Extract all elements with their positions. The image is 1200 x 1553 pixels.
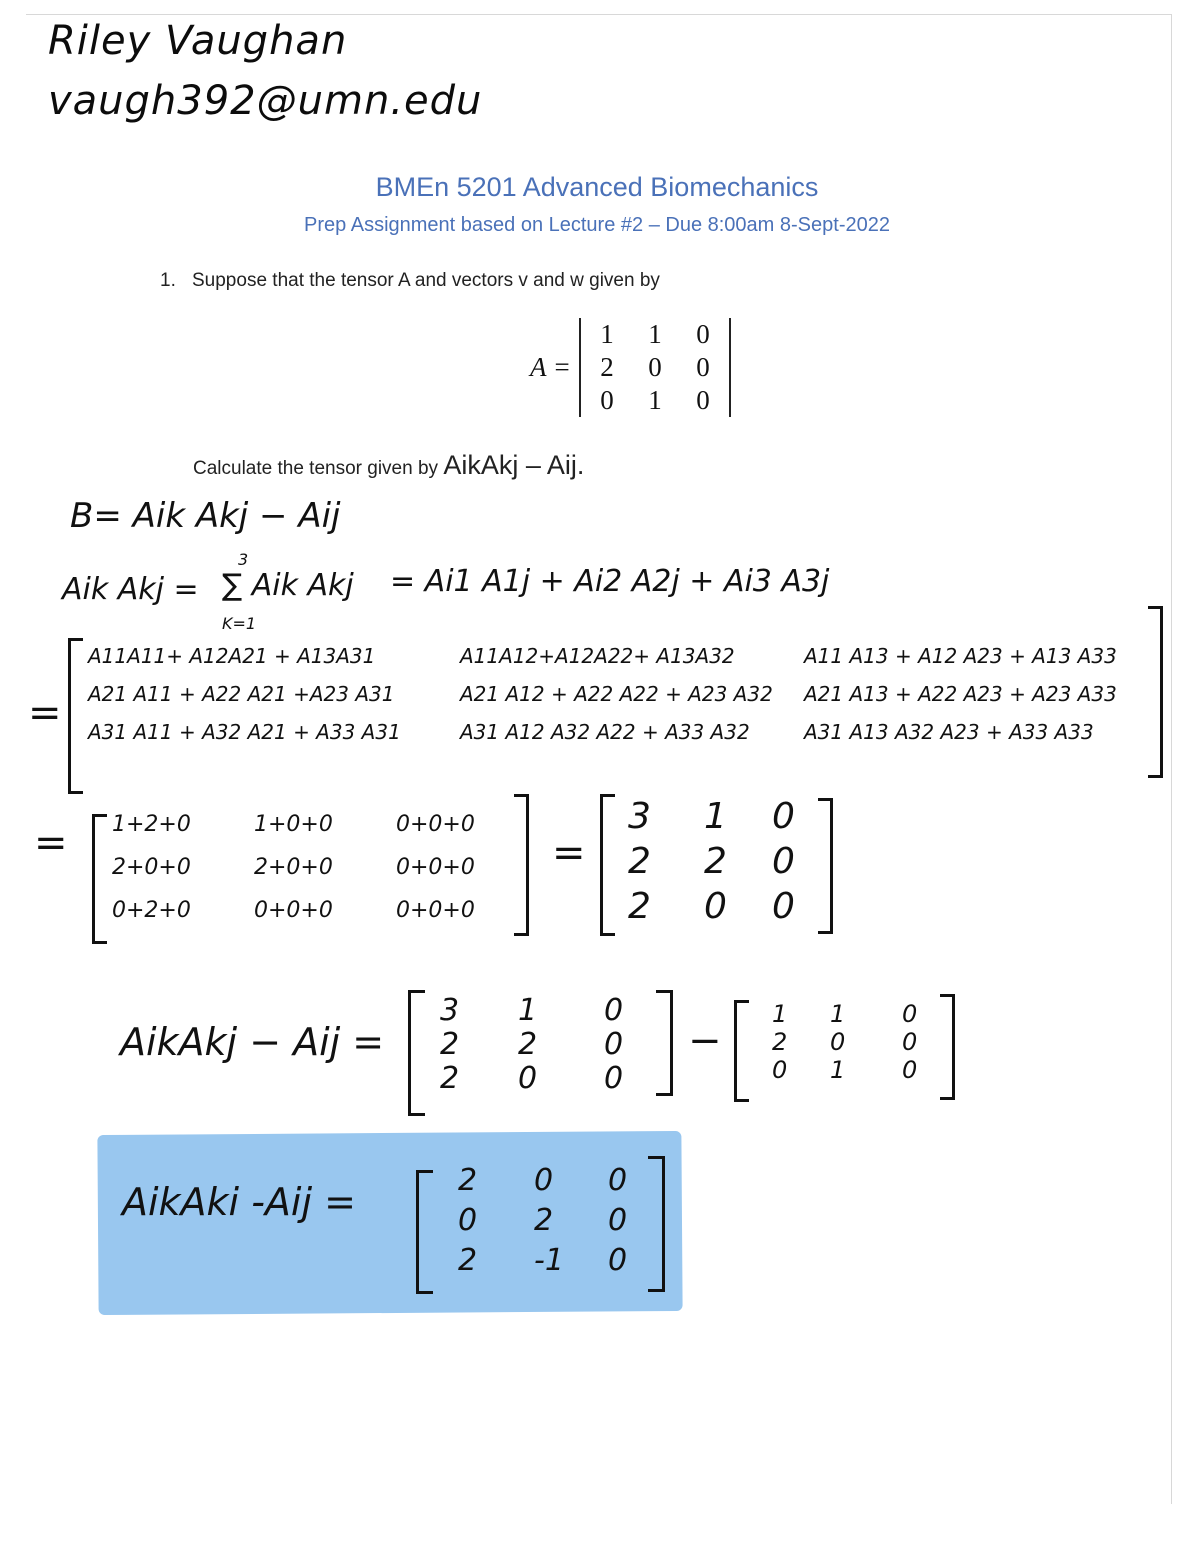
final-cell: 2 bbox=[458, 1163, 478, 1198]
expanded-cell: A11A12+A12A22+ A13A32 bbox=[460, 644, 735, 668]
equals-sign: = bbox=[552, 830, 586, 876]
expanded-cell: A31 A11 + A32 A21 + A33 A31 bbox=[88, 720, 401, 744]
sum-upper-limit: 3 bbox=[238, 550, 249, 569]
sub-left-cell: 2 bbox=[440, 1027, 460, 1062]
question-number: 1. bbox=[160, 270, 176, 291]
expanded-cell: A11 A13 + A12 A23 + A13 A33 bbox=[804, 644, 1117, 668]
expanded-cell: A11A11+ A12A21 + A13A31 bbox=[88, 644, 376, 668]
final-cell: 0 bbox=[608, 1243, 628, 1278]
calc-expression: AikAkj – Aij. bbox=[443, 450, 585, 480]
matrix-a-cell: 0 bbox=[696, 352, 710, 382]
product-cell: 3 bbox=[628, 796, 651, 837]
final-cell: 0 bbox=[608, 1203, 628, 1238]
sub-left-cell: 1 bbox=[518, 993, 538, 1028]
sum-cell: 2+0+0 bbox=[254, 855, 333, 880]
matrix-a-cell: 2 bbox=[600, 352, 614, 382]
final-matrix bbox=[458, 1162, 668, 1280]
sum-cell: 1+2+0 bbox=[112, 812, 191, 837]
matrix-a-cell: 1 bbox=[648, 385, 662, 415]
sum-cell: 1+0+0 bbox=[254, 812, 333, 837]
sub-left-cell: 0 bbox=[604, 993, 624, 1028]
student-name: Riley Vaughan bbox=[48, 18, 348, 64]
student-email: vaugh392@umn.edu bbox=[48, 78, 483, 124]
sum-lower-limit: K=1 bbox=[222, 614, 257, 633]
subtraction-right-matrix bbox=[772, 1000, 962, 1084]
final-cell: 2 bbox=[534, 1203, 554, 1238]
sub-left-cell: 0 bbox=[604, 1027, 624, 1062]
sub-left-cell: 2 bbox=[440, 1061, 460, 1096]
question-text: Suppose that the tensor A and vectors v and w given by bbox=[192, 270, 660, 291]
sub-right-cell: 2 bbox=[772, 1028, 788, 1056]
work-line-sum-lhs: Aik Akj = bbox=[62, 572, 199, 607]
product-matrix bbox=[628, 796, 832, 927]
matrix-a-cell: 0 bbox=[648, 352, 662, 382]
matrix-a-cell: 0 bbox=[696, 385, 710, 415]
matrix-a bbox=[579, 318, 731, 417]
expanded-cell: A21 A13 + A22 A23 + A23 A33 bbox=[804, 682, 1117, 706]
final-cell: 2 bbox=[458, 1243, 478, 1278]
product-cell: 2 bbox=[628, 886, 651, 927]
bracket-left bbox=[408, 990, 425, 1116]
sub-left-cell: 0 bbox=[518, 1061, 538, 1096]
sum-cell: 2+0+0 bbox=[112, 855, 191, 880]
equals-sign: = bbox=[34, 820, 68, 866]
final-cell: 0 bbox=[534, 1163, 554, 1198]
assignment-subtitle: Prep Assignment based on Lecture #2 – Due 8:00am 8-Sept-2022 bbox=[304, 214, 890, 236]
matrix-a-label: A = bbox=[530, 352, 571, 382]
bracket-left bbox=[416, 1170, 433, 1294]
matrix-a-cell: 1 bbox=[648, 319, 662, 349]
sum-cell: 0+0+0 bbox=[396, 855, 475, 880]
expanded-cell: A21 A12 + A22 A22 + A23 A32 bbox=[460, 682, 773, 706]
sub-right-cell: 0 bbox=[772, 1056, 788, 1084]
product-cell: 0 bbox=[772, 796, 795, 837]
work-line-sum-rhs: = Ai1 A1j + Ai2 A2j + Ai3 A3j bbox=[390, 564, 830, 599]
bracket-right bbox=[1148, 606, 1163, 778]
product-cell: 1 bbox=[704, 796, 727, 837]
sum-cell: 0+0+0 bbox=[396, 898, 475, 923]
sub-right-cell: 0 bbox=[902, 1056, 918, 1084]
final-cell: -1 bbox=[534, 1243, 564, 1278]
sub-right-cell: 1 bbox=[830, 1000, 846, 1028]
matrix-a-cell: 0 bbox=[696, 319, 710, 349]
course-title: BMEn 5201 Advanced Biomechanics bbox=[375, 172, 819, 202]
minus-sign: − bbox=[688, 1018, 722, 1064]
expanded-cell: A31 A12 A32 A22 + A33 A32 bbox=[460, 720, 750, 744]
final-cell: 0 bbox=[608, 1163, 628, 1198]
sum-cell: 0+0+0 bbox=[396, 812, 475, 837]
bracket-left bbox=[68, 638, 83, 794]
bracket-left bbox=[92, 814, 107, 944]
work-line-b-definition: B= Aik Akj − Aij bbox=[70, 496, 341, 536]
question-1 bbox=[160, 270, 660, 292]
product-cell: 0 bbox=[772, 886, 795, 927]
matrix-a-cell: 1 bbox=[600, 319, 614, 349]
matrix-a-cell: 0 bbox=[600, 385, 614, 415]
sum-cell: 0+0+0 bbox=[254, 898, 333, 923]
sub-right-cell: 0 bbox=[902, 1028, 918, 1056]
sub-left-cell: 0 bbox=[604, 1061, 624, 1096]
sub-right-cell: 1 bbox=[772, 1000, 788, 1028]
sub-right-cell: 0 bbox=[830, 1028, 846, 1056]
sub-right-cell: 0 bbox=[902, 1000, 918, 1028]
calc-prefix: Calculate the tensor given by bbox=[193, 458, 439, 479]
matrix-a-equation bbox=[530, 318, 731, 417]
subtraction-left-matrix bbox=[440, 994, 664, 1096]
sub-left-cell: 2 bbox=[518, 1027, 538, 1062]
expanded-matrix bbox=[88, 644, 1134, 744]
product-cell: 2 bbox=[704, 841, 727, 882]
product-cell: 0 bbox=[704, 886, 727, 927]
subtraction-lhs: AikAkj − Aij = bbox=[120, 1020, 385, 1064]
sum-cell: 0+2+0 bbox=[112, 898, 191, 923]
final-cell: 0 bbox=[458, 1203, 478, 1238]
equals-sign: = bbox=[28, 690, 62, 736]
numeric-sum-matrix bbox=[112, 812, 526, 923]
sub-right-cell: 1 bbox=[830, 1056, 846, 1084]
final-lhs: AikAki -Aij = bbox=[122, 1180, 356, 1224]
calculate-instruction bbox=[193, 450, 584, 481]
work-line-sum: ∑ Aik Akj bbox=[222, 568, 354, 603]
product-cell: 2 bbox=[628, 841, 651, 882]
sub-left-cell: 3 bbox=[440, 993, 460, 1028]
expanded-cell: A21 A11 + A22 A21 +A23 A31 bbox=[88, 682, 395, 706]
expanded-cell: A31 A13 A32 A23 + A33 A33 bbox=[804, 720, 1094, 744]
product-cell: 0 bbox=[772, 841, 795, 882]
bracket-left bbox=[734, 1000, 749, 1102]
bracket-left bbox=[600, 794, 615, 936]
